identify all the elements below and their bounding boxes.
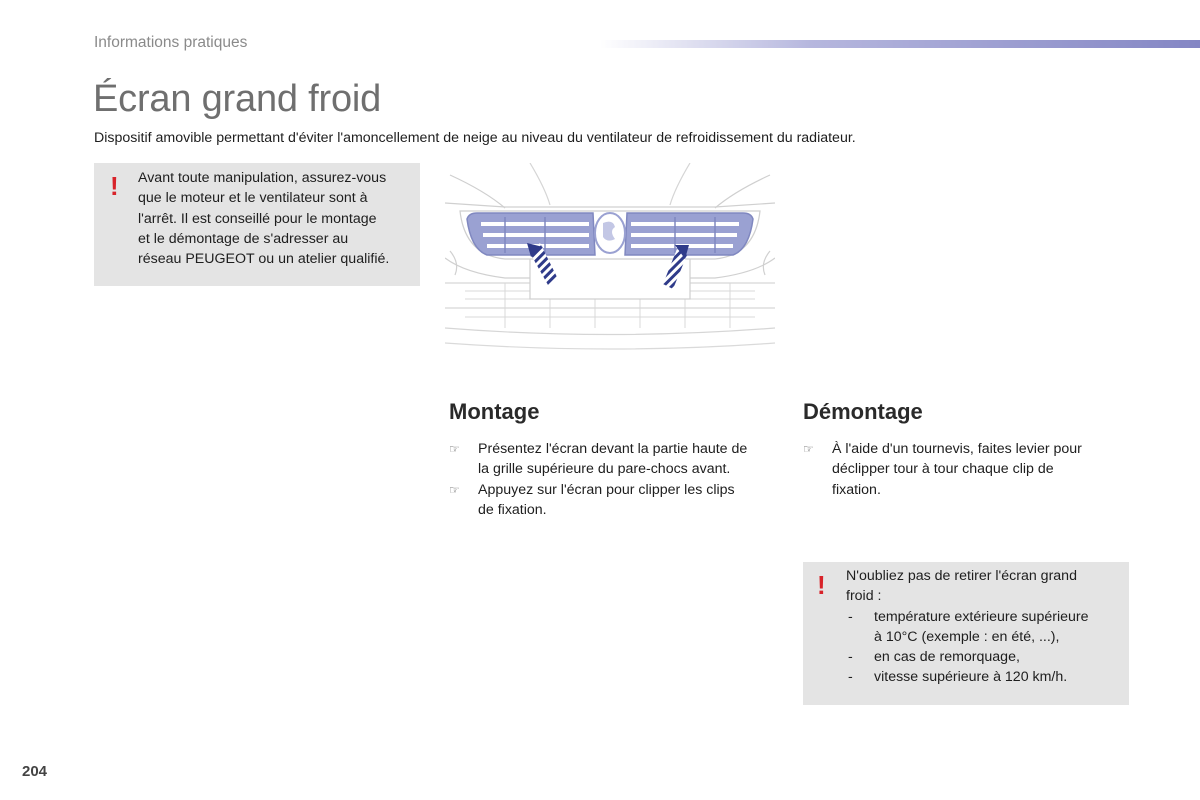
dash-bullet: -	[848, 649, 853, 666]
warning-top-line: l'arrêt. Il est conseillé pour le montage	[138, 210, 377, 227]
list-item	[846, 667, 1126, 687]
warning-bottom-text	[846, 566, 1126, 688]
demontage-step-line: déclipper tour à tour chaque clip de	[832, 461, 1054, 478]
montage-step-line: de fixation.	[478, 501, 547, 518]
warning-top-text	[138, 168, 418, 269]
warning-bottom-line: froid :	[846, 588, 882, 605]
intro-text: Dispositif amovible permettant d'éviter l'amoncellement de neige au niveau du ventilateur de refroidissement du radiateur.	[94, 130, 856, 146]
demontage-title: Démontage	[803, 399, 923, 424]
montage-steps	[449, 439, 779, 520]
warning-top-line: que le moteur et le ventilateur sont à	[138, 190, 368, 207]
list-item-line: vitesse supérieure à 120 km/h.	[874, 669, 1068, 686]
header-section-label: Informations pratiques	[94, 34, 248, 51]
montage-step-line: Présentez l'écran devant la partie haute de	[478, 441, 748, 457]
hand-pointer-icon: ☞	[803, 442, 814, 456]
warning-bottom-line: N'oubliez pas de retirer l'écran grand	[846, 568, 1077, 584]
warning-box-top	[94, 163, 420, 286]
demontage-step-line: fixation.	[832, 481, 881, 498]
header-accent-bar	[600, 40, 1200, 48]
list-item	[846, 647, 1126, 667]
demontage-step	[803, 439, 1133, 500]
list-item-line: à 10°C (exemple : en été, ...),	[874, 628, 1060, 645]
list-item	[846, 607, 1126, 648]
dash-bullet: -	[848, 608, 853, 625]
page-title: Écran grand froid	[93, 78, 382, 120]
dash-bullet: -	[848, 669, 853, 686]
hand-pointer-icon: ☞	[449, 442, 460, 456]
page-number: 204	[22, 763, 48, 780]
demontage-steps	[803, 439, 1133, 500]
warning-icon: !	[817, 570, 826, 600]
car-front-grille-illustration	[445, 163, 775, 355]
montage-step-line: Appuyez sur l'écran pour clipper les clips	[478, 481, 735, 498]
demontage-step-line: À l'aide d'un tournevis, faites levier pour	[832, 441, 1082, 457]
warning-icon: !	[110, 171, 119, 201]
warning-top-line: réseau PEUGEOT ou un atelier qualifié.	[138, 251, 390, 268]
montage-step	[449, 480, 779, 521]
list-item-line: en cas de remorquage,	[874, 649, 1020, 666]
hand-pointer-icon: ☞	[449, 482, 460, 497]
list-item-line: température extérieure supérieure	[874, 608, 1089, 625]
montage-step	[449, 439, 779, 480]
warning-top-line: Avant toute manipulation, assurez-vous	[138, 170, 387, 186]
conditions-list	[846, 607, 1126, 688]
montage-step-line: la grille supérieure du pare-chocs avant.	[478, 461, 731, 478]
montage-title: Montage	[449, 399, 540, 424]
warning-top-line: et le démontage de s'adresser au	[138, 230, 349, 247]
grille-drawing	[445, 163, 775, 355]
warning-box-bottom	[803, 562, 1129, 705]
